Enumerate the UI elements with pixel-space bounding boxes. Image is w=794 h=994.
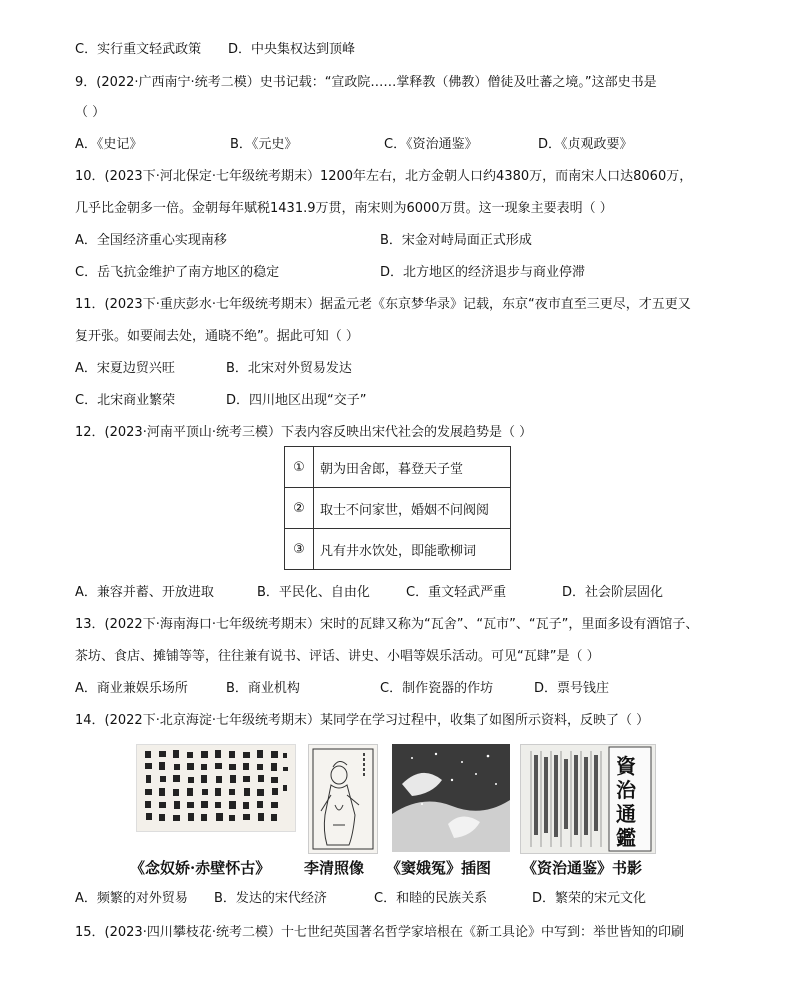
q11-option-a: A．宋夏边贸兴旺 [75,361,175,376]
q14-option-d: D．繁荣的宋元文化 [532,891,647,906]
q10-stem-1: 10．(2023下·河北保定·七年级统考期末）1200年左右，北方金朝人口约4380万，而南宋人口达8060万， [75,169,693,184]
q12-option-c: C．重文轻武严重 [406,585,507,600]
table-cell-text: 取士不问家世，婚姻不问阀阅 [314,488,511,529]
q13-option-d: D．票号钱庄 [534,681,610,696]
caption-book: 《资治通鉴》书影 [522,859,643,877]
portrait-image [308,744,378,854]
q15-stem: 15．(2023·四川攀枝花·统考二模）十七世纪英国著名哲学家培根在《新工具论》中写到：举世皆知的印刷 [75,925,684,940]
q9-paren: （ ） [75,105,106,120]
table-cell-text: 凡有井水饮处，即能歌柳词 [314,529,511,570]
q14-option-a: A．频繁的对外贸易 [75,891,188,906]
q14-option-c: C．和睦的民族关系 [374,891,488,906]
q14-option-b: B．发达的宋代经济 [214,891,327,906]
q9-option-d: D．《贞观政要》 [538,137,633,152]
q10-stem-2: 几乎比金朝多一倍。金朝每年赋税1431.9万贯，南宋则为6000万贯。这一现象主要表明（ ） [75,201,613,216]
q11-option-c: C．北宋商业繁荣 [75,393,176,408]
q11-option-d: D．四川地区出现“交子” [226,393,367,408]
q10-option-d: D．北方地区的经济退步与商业停滞 [380,265,586,280]
q13-stem-2: 茶坊、食店、摊铺等等，往往兼有说书、评话、讲史、小唱等娱乐活动。可见“瓦肆”是（ ） [75,649,600,664]
q11-stem-1: 11．(2023下·重庆彭水·七年级统考期末）据孟元老《东京梦华录》记载，东京“夜市直至三更尽，才五更又 [75,297,691,312]
q12-table [284,446,511,570]
illustration-image [392,744,510,852]
table-cell-num: ③ [285,529,314,570]
q12-option-d: D．社会阶层固化 [562,585,664,600]
book-title-text: 資治通鑑 [616,754,636,850]
q13-option-b: B．商业机构 [226,681,300,696]
q11-stem-2: 复开张。如要闹去处，通晓不绝”。据此可知（ ） [75,329,359,344]
q9-stem: 9．(2022·广西南宁·统考二模）史书记载：“宣政院……掌释教（佛教）僧徒及吐蕃之境。”这部史书是 [75,75,657,90]
table-cell-num: ① [285,447,314,488]
q13-option-a: A．商业兼娱乐场所 [75,681,188,696]
q8-option-c: C．实行重文轻武政策 [75,42,202,57]
q11-option-b: B．北宋对外贸易发达 [226,361,352,376]
q13-option-c: C．制作瓷器的作坊 [380,681,494,696]
calligraphy-image [136,744,296,832]
q10-option-b: B．宋金对峙局面正式形成 [380,233,532,248]
table-row [285,447,511,488]
q10-option-a: A．全国经济重心实现南移 [75,233,227,248]
table-cell-num: ② [285,488,314,529]
table-row [285,529,511,570]
q9-option-b: B．《元史》 [230,137,298,152]
q9-option-c: C．《资治通鉴》 [384,137,478,152]
table-row [285,488,511,529]
table-cell-text: 朝为田舍郎，暮登天子堂 [314,447,511,488]
caption-portrait: 李清照像 [304,859,365,877]
q9-option-a: A．《史记》 [75,137,143,152]
q13-stem-1: 13．(2022下·海南海口·七年级统考期末）宋时的瓦肆又称为“瓦舍”、“瓦市”、“瓦子”，里面多设有酒馆子、 [75,617,699,632]
caption-calligraphy: 《念奴娇·赤壁怀古》 [130,859,271,877]
q12-option-b: B．平民化、自由化 [257,585,370,600]
caption-illustration: 《窦娥冤》插图 [386,859,492,877]
q12-stem: 12．(2023·河南平顶山·统考三模）下表内容反映出宋代社会的发展趋势是（ ） [75,425,533,440]
q10-option-c: C．岳飞抗金维护了南方地区的稳定 [75,265,280,280]
q14-stem: 14．(2022下·北京海淀·七年级统考期末）某同学在学习过程中，收集了如图所示资料，反映了（ ） [75,713,650,728]
q12-option-a: A．兼容并蓄、开放进取 [75,585,214,600]
q8-option-d: D．中央集权达到顶峰 [228,42,356,57]
